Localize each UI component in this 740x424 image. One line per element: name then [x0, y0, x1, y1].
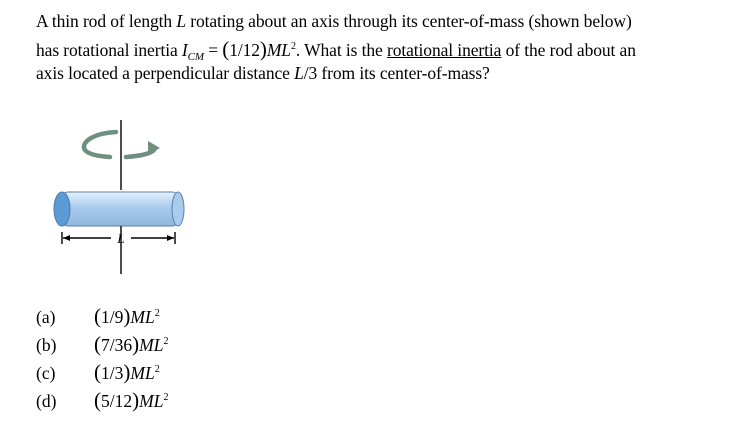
subscript-cm: CM	[187, 51, 204, 63]
question-text	[36, 8, 736, 86]
equals-sign: =	[203, 40, 223, 60]
rod-figure	[40, 120, 200, 290]
underlined-term: rotational inertia	[386, 40, 502, 60]
variable-L: L	[176, 11, 186, 31]
choice-value: 5/12	[101, 391, 133, 411]
question-text-fragment: rotating about an axis through its center-of-mass (shown below)	[185, 11, 632, 31]
superscript-2: 2	[154, 308, 160, 319]
superscript-2: 2	[163, 392, 169, 403]
variable-I: I	[181, 40, 188, 60]
length-label: L	[117, 231, 125, 246]
answer-choices	[36, 300, 168, 412]
question-text-fragment: of the rod about an	[501, 40, 636, 60]
choice-value: 7/36	[101, 335, 133, 355]
variable-ML: ML	[139, 391, 164, 411]
variable-L: L	[294, 63, 304, 83]
question-text-fragment: /3 from its center-of-mass?	[303, 63, 490, 83]
question-text-fragment: . What is the	[295, 40, 387, 60]
rod	[54, 192, 184, 226]
superscript-2: 2	[290, 41, 296, 52]
choice-label: (d)	[36, 391, 57, 411]
rod-end-cap	[54, 192, 70, 226]
question-text-fragment: A thin rod of length	[36, 11, 177, 31]
choice-label: (c)	[36, 363, 56, 383]
question-text-fragment: axis located a perpendicular distance	[36, 63, 295, 83]
question-line-2	[36, 34, 736, 63]
question-line-3	[36, 60, 736, 86]
variable-ML: ML	[130, 307, 155, 327]
choice-b[interactable]: (b) $(7/36)ML^2$	[36, 328, 168, 356]
choice-value: 1/9	[101, 307, 124, 327]
superscript-2: 2	[154, 364, 160, 375]
choice-value: 1/3	[101, 363, 124, 383]
arrowhead-right-icon	[167, 235, 174, 241]
open-paren: (	[222, 37, 230, 61]
question-line-1	[36, 8, 736, 34]
variable-ML: ML	[266, 40, 291, 60]
variable-ML: ML	[130, 363, 155, 383]
choice-a[interactable]: (a) $(1/9)ML^2$	[36, 300, 168, 328]
arrowhead-left-icon	[63, 235, 70, 241]
question-text-fragment: has rotational inertia	[36, 40, 182, 60]
variable-ML: ML	[139, 335, 164, 355]
choice-d[interactable]: (d) $(5/12)ML^2$	[36, 384, 168, 412]
choice-c[interactable]: (c) $(1/3)ML^2$	[36, 356, 168, 384]
choice-label: (b)	[36, 335, 57, 355]
close-paren: )	[259, 37, 267, 61]
fraction-1-12: 1/12	[229, 40, 260, 60]
rotation-arrow-icon	[84, 132, 160, 157]
superscript-2: 2	[163, 336, 169, 347]
length-dimension	[62, 231, 175, 246]
choice-label: (a)	[36, 307, 56, 327]
